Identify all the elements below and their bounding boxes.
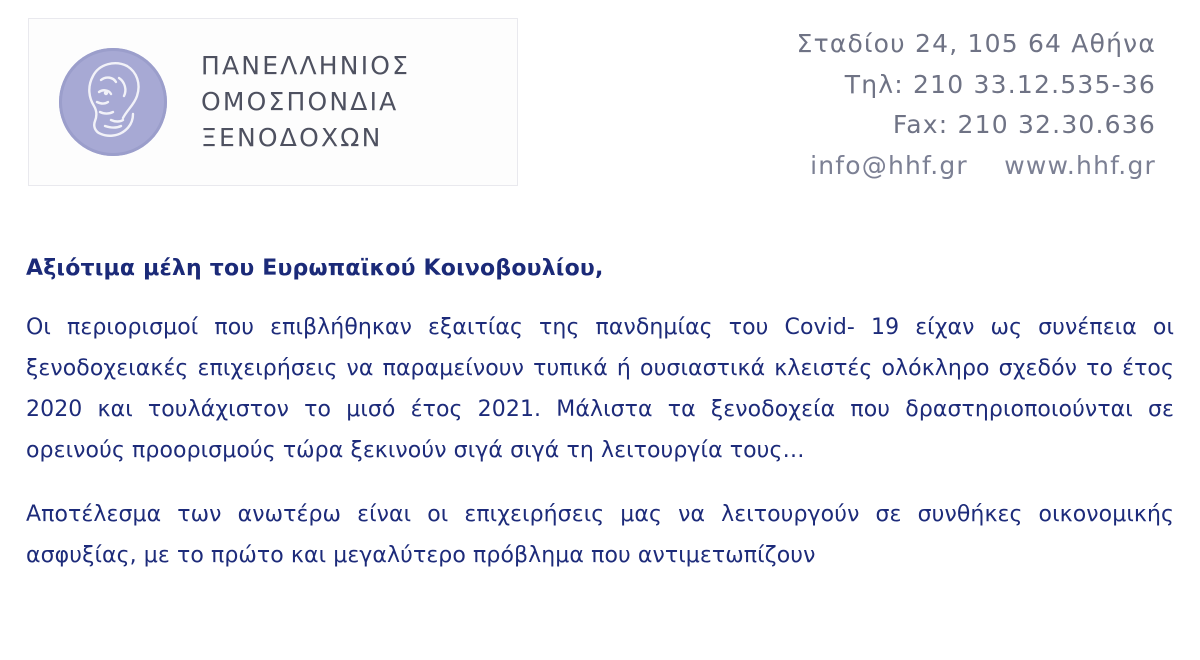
contact-block xyxy=(736,24,1156,186)
organization-name-line-2: ΟΜΟΣΠΟΝΔΙΑ xyxy=(201,86,399,116)
organization-name-line-1: ΠΑΝΕΛΛΗΝΙΟΣ xyxy=(201,50,411,80)
contact-email-web xyxy=(736,146,1156,187)
greek-head-profile-icon xyxy=(75,56,151,148)
letterhead xyxy=(28,18,518,186)
contact-email[interactable]: info@hhf.gr xyxy=(810,150,968,180)
organization-name-line-3: ΞΕΝΟΔΟΧΩΝ xyxy=(201,123,383,153)
logo-container xyxy=(29,19,197,185)
paragraph-1: Οι περιορισμοί που επιβλήθηκαν εξαιτίας της πανδημίας του Covid- 19 είχαν ως συνέπεια οι ξενοδοχειακές επιχειρήσεις να παραμείνουν τυπικά ή ουσιαστικά κλειστές ολόκληρο σχεδόν το έτος 2020 και τουλάχιστον το μισό έτος 2021. Μάλιστα τα ξενοδοχεία που δραστηριοποιούνται σε ορεινούς προορισμούς τώρα ξεκινούν σιγά σιγά τη λειτουργία τους… xyxy=(26,315,1174,464)
letter-body xyxy=(26,256,1174,576)
salutation: Αξιότιμα μέλη του Ευρωπαϊκού Κοινοβουλίου, xyxy=(26,256,604,281)
greek-head-coin-icon xyxy=(59,48,167,156)
contact-address: Σταδίου 24, 105 64 Αθήνα xyxy=(796,29,1156,58)
contact-fax: Fax: 210 32.30.636 xyxy=(892,110,1156,139)
contact-phone: Τηλ: 210 33.12.535-36 xyxy=(844,69,1156,99)
organization-name xyxy=(197,48,517,157)
paragraph-2: Αποτέλεσμα των ανωτέρω είναι οι επιχειρήσεις μας να λειτουργούν σε συνθήκες οικονομικής ασφυξίας, με το πρώτο και μεγαλύτερο πρόβλημα που αντιμετωπίζουν xyxy=(26,501,1174,568)
contact-website[interactable]: www.hhf.gr xyxy=(1004,150,1156,180)
